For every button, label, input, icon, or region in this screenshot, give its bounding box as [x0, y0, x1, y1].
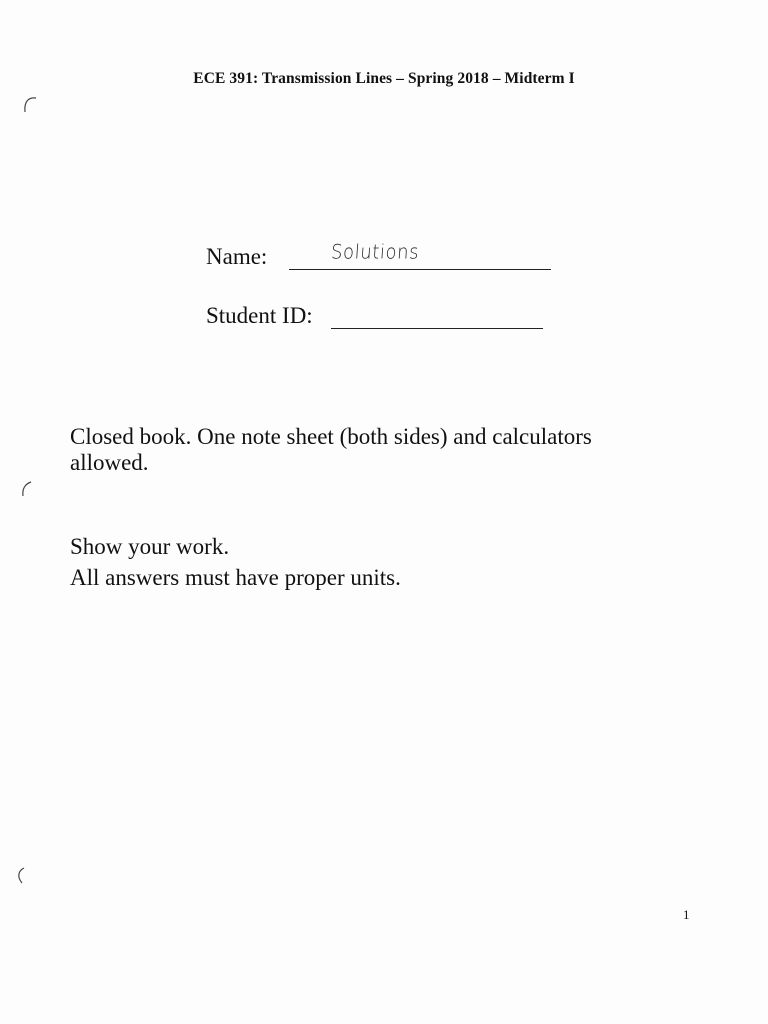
- student-id-field-row: [206, 303, 543, 329]
- units-instruction: All answers must have proper units.: [70, 565, 401, 590]
- student-id-input-line[interactable]: [331, 308, 543, 329]
- punch-hole-mark-top: [20, 96, 38, 114]
- name-input-line[interactable]: [289, 240, 551, 270]
- punch-hole-mark-middle: [18, 480, 36, 498]
- exam-title: ECE 391: Transmission Lines – Spring 2018 – Midterm I: [193, 70, 575, 87]
- page-number: 1: [683, 907, 690, 922]
- student-id-label: Student ID:: [206, 303, 313, 328]
- name-label: Name:: [206, 244, 268, 269]
- name-handwritten-value: Solutions: [330, 240, 421, 265]
- name-field-row: [206, 240, 551, 270]
- show-work-instruction: Show your work.: [70, 534, 230, 559]
- punch-hole-mark-bottom: [12, 866, 30, 884]
- closed-book-instruction: Closed book. One note sheet (both sides) and calculators allowed.: [70, 424, 592, 475]
